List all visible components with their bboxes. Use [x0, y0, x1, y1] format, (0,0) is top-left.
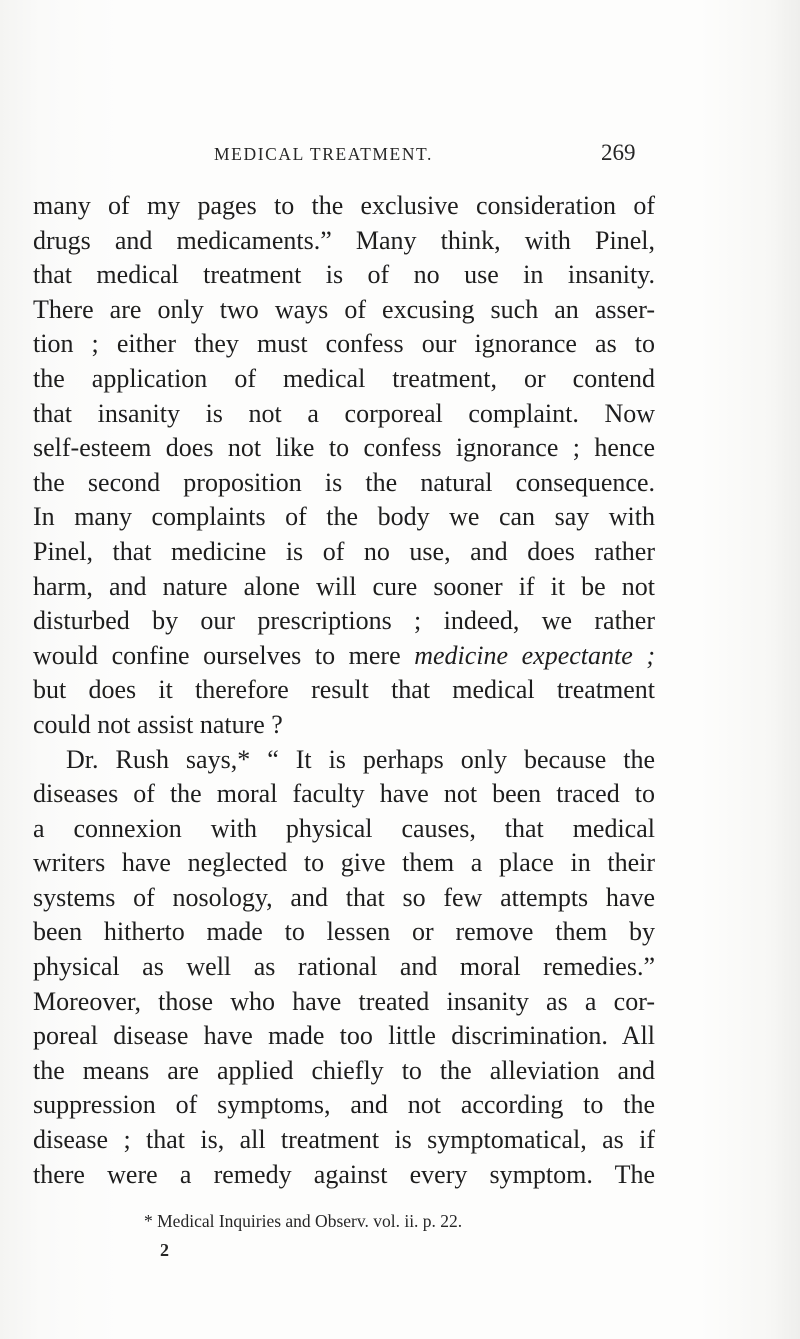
- paragraph-start-line: Dr. Rush says,* “ It is perhaps only because the: [66, 744, 655, 774]
- paragraph-end-line: could not assist nature ?: [33, 709, 283, 739]
- text-line: diseases of the moral faculty have not been traced to: [33, 779, 655, 809]
- text-line: that medical treatment is of no use in insanity.: [33, 260, 655, 290]
- text-segment: would confine ourselves to mere: [33, 640, 401, 670]
- text-line: Moreover, those who have treated insanity as a cor-: [33, 986, 655, 1016]
- italic-phrase: medicine expectante ;: [414, 640, 655, 670]
- text-line: a connexion with physical causes, that medical: [33, 813, 655, 843]
- text-line: self-esteem does not like to confess ignorance ; hence: [33, 433, 655, 463]
- text-line: many of my pages to the exclusive consideration of: [33, 191, 655, 220]
- text-line: the second proposition is the natural consequence.: [33, 467, 655, 497]
- running-title: MEDICAL TREATMENT.: [214, 144, 434, 164]
- text-line: there were a remedy against every symptom. The: [33, 1159, 655, 1189]
- text-line: Pinel, that medicine is of no use, and does rather: [33, 536, 655, 566]
- text-line: writers have neglected to give them a place in their: [33, 848, 655, 878]
- text-line: disease ; that is, all treatment is symptomatical, as if: [33, 1125, 655, 1155]
- body-text: [33, 189, 655, 1192]
- text-line: systems of nosology, and that so few attempts have: [33, 882, 655, 912]
- text-line: tion ; either they must confess our ignorance as to: [33, 329, 655, 359]
- text-line: physical as well as rational and moral remedies.”: [33, 952, 655, 982]
- text-line: harm, and nature alone will cure sooner if it be not: [33, 571, 655, 601]
- text-line: In many complaints of the body we can say with: [33, 502, 655, 532]
- text-line: poreal disease have made too little discrimination. All: [33, 1021, 655, 1051]
- text-line: There are only two ways of excusing such an asser-: [33, 294, 655, 324]
- running-head: [0, 140, 800, 170]
- text-line: the application of medical treatment, or contend: [33, 363, 655, 393]
- text-line: the means are applied chiefly to the alleviation and: [33, 1055, 655, 1085]
- text-line: suppression of symptoms, and not according to the: [33, 1090, 655, 1120]
- text-line: drugs and medicaments.” Many think, with Pinel,: [33, 225, 655, 255]
- signature-mark: 2: [160, 1240, 169, 1260]
- text-line: been hitherto made to lessen or remove them by: [33, 917, 655, 947]
- page-number: 269: [601, 140, 636, 165]
- text-line: that insanity is not a corporeal complaint. Now: [33, 398, 655, 428]
- text-line: but does it therefore result that medical treatment: [33, 675, 655, 705]
- text-line: disturbed by our prescriptions ; indeed, we rather: [33, 606, 655, 636]
- text-line-with-italic: [33, 639, 655, 674]
- footnote: * Medical Inquiries and Observ. vol. ii. p. 22.: [144, 1211, 463, 1231]
